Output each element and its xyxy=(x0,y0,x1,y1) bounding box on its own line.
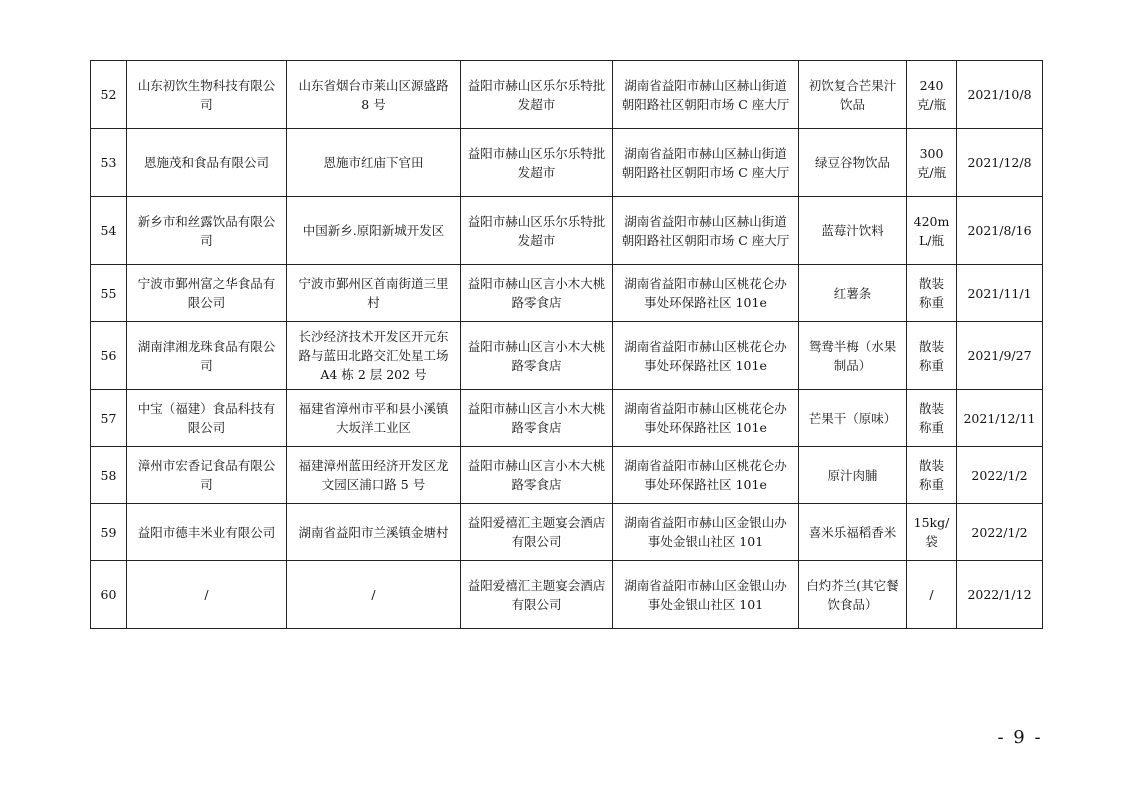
sampled-address-cell: 湖南省益阳市赫山区桃花仑办事处环保路社区 101e xyxy=(613,447,799,504)
sampled-address-cell: 湖南省益阳市赫山区金银山办事处金银山社区 101 xyxy=(613,504,799,561)
product-name-cell: 喜米乐福稻香米 xyxy=(799,504,907,561)
row-number-cell: 52 xyxy=(91,61,127,129)
production-date-cell: 2021/8/16 xyxy=(957,197,1043,265)
specification-cell: 散装称重 xyxy=(907,447,957,504)
manufacturer-address-cell: 长沙经济技术开发区开元东路与蓝田北路交汇处星工场 A4 栋 2 层 202 号 xyxy=(287,322,461,390)
row-number-cell: 58 xyxy=(91,447,127,504)
sampled-unit-cell: 益阳爱禧汇主题宴会酒店有限公司 xyxy=(461,504,613,561)
production-date-cell: 2022/1/12 xyxy=(957,561,1043,629)
sampled-unit-cell: 益阳爱禧汇主题宴会酒店有限公司 xyxy=(461,561,613,629)
sampled-address-cell: 湖南省益阳市赫山区赫山街道朝阳路社区朝阳市场 C 座大厅 xyxy=(613,197,799,265)
sampled-address-cell: 湖南省益阳市赫山区金银山办事处金银山社区 101 xyxy=(613,561,799,629)
product-name-cell: 白灼芥兰(其它餐饮食品） xyxy=(799,561,907,629)
sampled-unit-cell: 益阳市赫山区言小木大桃路零食店 xyxy=(461,322,613,390)
row-number-cell: 56 xyxy=(91,322,127,390)
product-name-cell: 鸳鸯半梅（水果制品） xyxy=(799,322,907,390)
table-row xyxy=(91,504,1043,561)
manufacturer-address-cell: 恩施市红庙下官田 xyxy=(287,129,461,197)
manufacturer-address-cell: 中国新乡.原阳新城开发区 xyxy=(287,197,461,265)
table-row xyxy=(91,197,1043,265)
specification-cell: 240 克/瓶 xyxy=(907,61,957,129)
production-date-cell: 2021/10/8 xyxy=(957,61,1043,129)
manufacturer-cell: 山东初饮生物科技有限公司 xyxy=(127,61,287,129)
product-name-cell: 红薯条 xyxy=(799,265,907,322)
row-number-cell: 57 xyxy=(91,390,127,447)
manufacturer-cell: 漳州市宏香记食品有限公司 xyxy=(127,447,287,504)
product-name-cell: 初饮复合芒果汁饮品 xyxy=(799,61,907,129)
specification-cell: / xyxy=(907,561,957,629)
specification-cell: 散装称重 xyxy=(907,322,957,390)
specification-cell: 15kg/袋 xyxy=(907,504,957,561)
production-date-cell: 2022/1/2 xyxy=(957,504,1043,561)
sampled-address-cell: 湖南省益阳市赫山区桃花仑办事处环保路社区 101e xyxy=(613,390,799,447)
sampled-address-cell: 湖南省益阳市赫山区赫山街道朝阳路社区朝阳市场 C 座大厅 xyxy=(613,129,799,197)
specification-cell: 420mL/瓶 xyxy=(907,197,957,265)
sampled-address-cell: 湖南省益阳市赫山区桃花仑办事处环保路社区 101e xyxy=(613,265,799,322)
sampled-unit-cell: 益阳市赫山区言小木大桃路零食店 xyxy=(461,447,613,504)
table-row xyxy=(91,129,1043,197)
product-name-cell: 原汁肉脯 xyxy=(799,447,907,504)
manufacturer-cell: 恩施茂和食品有限公司 xyxy=(127,129,287,197)
sampled-unit-cell: 益阳市赫山区乐尔乐特批发超市 xyxy=(461,197,613,265)
manufacturer-address-cell: 福建省漳州市平和县小溪镇大坂洋工业区 xyxy=(287,390,461,447)
sampling-results-table xyxy=(90,60,1043,629)
production-date-cell: 2022/1/2 xyxy=(957,447,1043,504)
table-row xyxy=(91,390,1043,447)
production-date-cell: 2021/12/11 xyxy=(957,390,1043,447)
row-number-cell: 60 xyxy=(91,561,127,629)
production-date-cell: 2021/9/27 xyxy=(957,322,1043,390)
table-row xyxy=(91,265,1043,322)
row-number-cell: 55 xyxy=(91,265,127,322)
manufacturer-cell: 益阳市德丰米业有限公司 xyxy=(127,504,287,561)
row-number-cell: 54 xyxy=(91,197,127,265)
manufacturer-cell: / xyxy=(127,561,287,629)
product-name-cell: 蓝莓汁饮料 xyxy=(799,197,907,265)
sampled-address-cell: 湖南省益阳市赫山区桃花仑办事处环保路社区 101e xyxy=(613,322,799,390)
row-number-cell: 53 xyxy=(91,129,127,197)
manufacturer-address-cell: 福建漳州蓝田经济开发区龙文园区浦口路 5 号 xyxy=(287,447,461,504)
manufacturer-cell: 湖南津湘龙珠食品有限公司 xyxy=(127,322,287,390)
manufacturer-address-cell: 湖南省益阳市兰溪镇金塘村 xyxy=(287,504,461,561)
sampled-unit-cell: 益阳市赫山区言小木大桃路零食店 xyxy=(461,265,613,322)
product-name-cell: 绿豆谷物饮品 xyxy=(799,129,907,197)
row-number-cell: 59 xyxy=(91,504,127,561)
sampled-unit-cell: 益阳市赫山区言小木大桃路零食店 xyxy=(461,390,613,447)
production-date-cell: 2021/11/1 xyxy=(957,265,1043,322)
table-row xyxy=(91,322,1043,390)
specification-cell: 散装称重 xyxy=(907,390,957,447)
sampled-address-cell: 湖南省益阳市赫山区赫山街道朝阳路社区朝阳市场 C 座大厅 xyxy=(613,61,799,129)
manufacturer-address-cell: / xyxy=(287,561,461,629)
table-row xyxy=(91,561,1043,629)
specification-cell: 散装称重 xyxy=(907,265,957,322)
manufacturer-cell: 新乡市和丝露饮品有限公司 xyxy=(127,197,287,265)
table-row xyxy=(91,61,1043,129)
product-name-cell: 芒果干（原味） xyxy=(799,390,907,447)
sampled-unit-cell: 益阳市赫山区乐尔乐特批发超市 xyxy=(461,61,613,129)
manufacturer-address-cell: 宁波市鄞州区首南街道三里村 xyxy=(287,265,461,322)
page-number: - 9 - xyxy=(997,727,1043,748)
manufacturer-address-cell: 山东省烟台市莱山区源盛路 8 号 xyxy=(287,61,461,129)
manufacturer-cell: 宁波市鄞州富之华食品有限公司 xyxy=(127,265,287,322)
table-row xyxy=(91,447,1043,504)
sampled-unit-cell: 益阳市赫山区乐尔乐特批发超市 xyxy=(461,129,613,197)
production-date-cell: 2021/12/8 xyxy=(957,129,1043,197)
specification-cell: 300 克/瓶 xyxy=(907,129,957,197)
manufacturer-cell: 中宝（福建）食品科技有限公司 xyxy=(127,390,287,447)
